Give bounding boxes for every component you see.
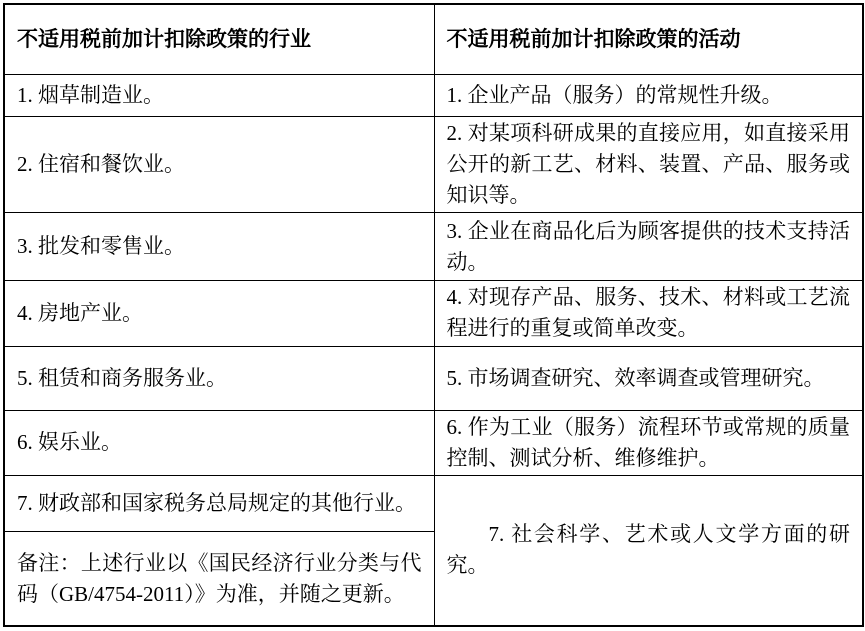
table-row: [4, 116, 863, 212]
industry-cell-1: 1. 烟草制造业。: [4, 74, 434, 116]
industry-cell-7: 7. 财政部和国家税务总局规定的其他行业。: [4, 475, 434, 531]
activity-cell-1: 1. 企业产品（服务）的常规性升级。: [434, 74, 863, 116]
table-row: [4, 74, 863, 116]
industry-cell-3: 3. 批发和零售业。: [4, 213, 434, 281]
activity-cell-5: 5. 市场调查研究、效率调查或管理研究。: [434, 346, 863, 410]
activity-cell-6: 6. 作为工业（服务）流程环节或常规的质量控制、测试分析、维修维护。: [434, 410, 863, 475]
table-row: [4, 281, 863, 346]
activity-cell-4: 4. 对现存产品、服务、技术、材料或工艺流程进行的重复或简单改变。: [434, 281, 863, 346]
industry-cell-6: 6. 娱乐业。: [4, 410, 434, 475]
industry-cell-2: 2. 住宿和餐饮业。: [4, 116, 434, 212]
table-row: [4, 213, 863, 281]
activity-cell-2: 2. 对某项科研成果的直接应用，如直接采用公开的新工艺、材料、装置、产品、服务或知识等。: [434, 116, 863, 212]
table-row: [4, 346, 863, 410]
table-row: [4, 410, 863, 475]
header-industries: 不适用税前加计扣除政策的行业: [4, 4, 434, 74]
activity-cell-3: 3. 企业在商品化后为顾客提供的技术支持活动。: [434, 213, 863, 281]
activity-cell-7-merged: 7. 社会科学、艺术或人文学方面的研究。: [434, 475, 863, 626]
header-activities: 不适用税前加计扣除政策的活动: [434, 4, 863, 74]
exclusion-table: [3, 3, 864, 627]
industry-cell-4: 4. 房地产业。: [4, 281, 434, 346]
table-row: [4, 475, 863, 531]
industry-cell-5: 5. 租赁和商务服务业。: [4, 346, 434, 410]
note-cell: 备注：上述行业以《国民经济行业分类与代码（GB/4754-2011）》为准，并随之更新。: [4, 532, 434, 626]
table-header-row: [4, 4, 863, 74]
